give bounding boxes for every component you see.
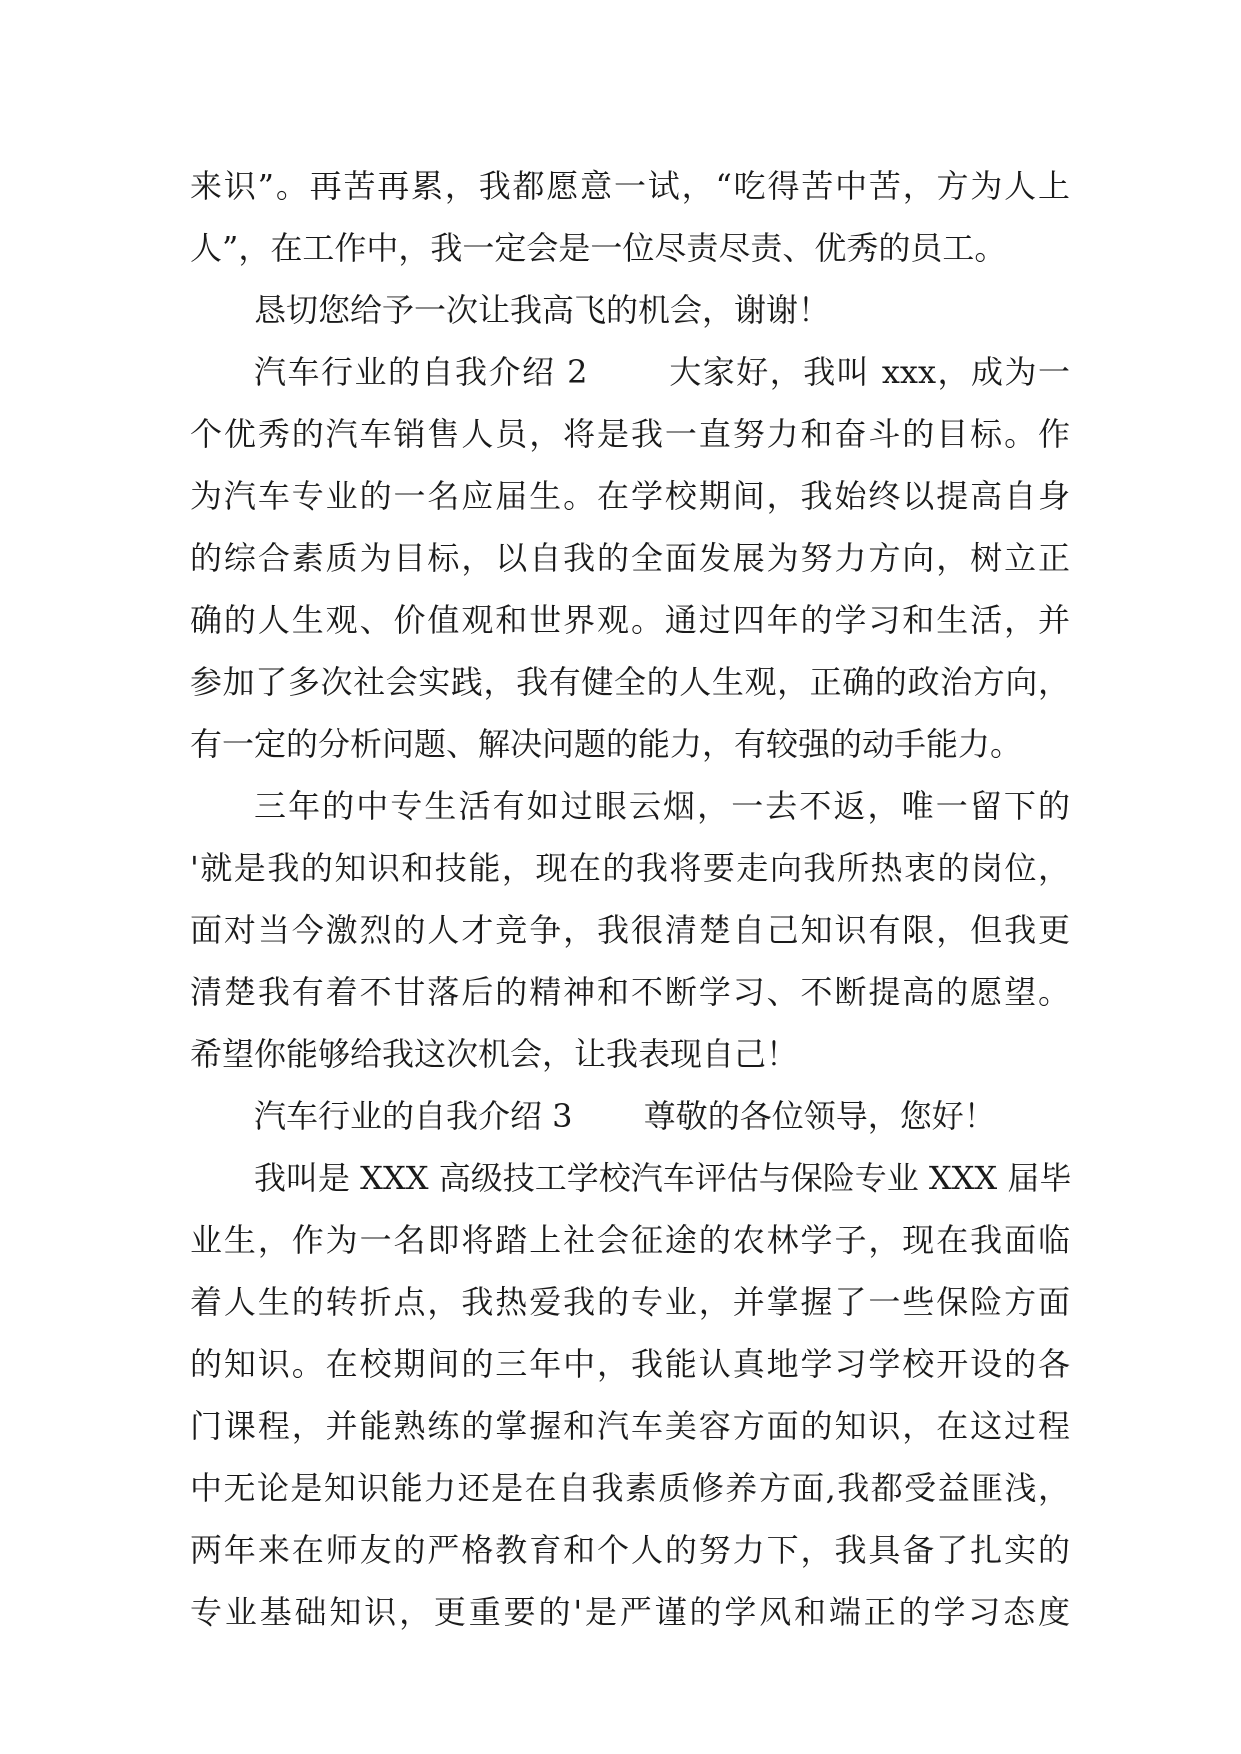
- text-line: 业生，作为一名即将踏上社会征途的农林学子，现在我面临: [190, 1221, 1070, 1259]
- text-line: 清楚我有着不甘落后的精神和不断学习、不断提高的愿望。: [190, 973, 1070, 1011]
- text-line: 希望你能够给我这次机会，让我表现自己！: [190, 1035, 799, 1073]
- text-line: 我叫是 XXX 高级技工学校汽车评估与保险专业 XXX 届毕: [254, 1159, 1072, 1197]
- text-line: 确的人生观、价值观和世界观。通过四年的学习和生活，并: [190, 601, 1070, 639]
- text-line: 参加了多次社会实践，我有健全的人生观，正确的政治方向，: [190, 663, 1070, 701]
- text-line: 的知识。在校期间的三年中，我能认真地学习学校开设的各: [190, 1345, 1070, 1383]
- text-line: 三年的中专生活有如过眼云烟，一去不返，唯一留下的: [254, 787, 1070, 825]
- text-line: 着人生的转折点，我热爱我的专业，并掌握了一些保险方面: [190, 1283, 1070, 1321]
- text-line: 个优秀的汽车销售人员，将是我一直努力和奋斗的目标。作: [190, 415, 1070, 453]
- text-line: 面对当今激烈的人才竞争，我很清楚自己知识有限，但我更: [190, 911, 1070, 949]
- document-body: [190, 155, 1070, 1643]
- text-line: 汽车行业的自我介绍 2 大家好，我叫 xxx，成为一: [254, 353, 1070, 391]
- text-line: 两年来在师友的严格教育和个人的努力下，我具备了扎实的: [190, 1531, 1070, 1569]
- text-line: 的综合素质为目标，以自我的全面发展为努力方向，树立正: [190, 539, 1070, 577]
- text-line: 门课程，并能熟练的掌握和汽车美容方面的知识，在这过程: [190, 1407, 1070, 1445]
- text-line: 恳切您给予一次让我高飞的机会，谢谢！: [254, 291, 831, 329]
- text-line: '就是我的知识和技能，现在的我将要走向我所热衷的岗位，: [190, 849, 1070, 887]
- text-line: 中无论是知识能力还是在自我素质修养方面,我都受益匪浅，: [190, 1469, 1070, 1507]
- text-line: 人”，在工作中，我一定会是一位尽责尽责、优秀的员工。: [190, 229, 1007, 267]
- text-line: 专业基础知识，更重要的'是严谨的学风和端正的学习态度: [190, 1593, 1070, 1631]
- text-line: 来识”。再苦再累，我都愿意一试，“吃得苦中苦，方为人上: [190, 167, 1070, 205]
- text-line: 为汽车专业的一名应届生。在学校期间，我始终以提高自身: [190, 477, 1070, 515]
- text-line: 汽车行业的自我介绍 3 尊敬的各位领导，您好！: [254, 1097, 996, 1135]
- text-line: 有一定的分析问题、解决问题的能力，有较强的动手能力。: [190, 725, 1023, 763]
